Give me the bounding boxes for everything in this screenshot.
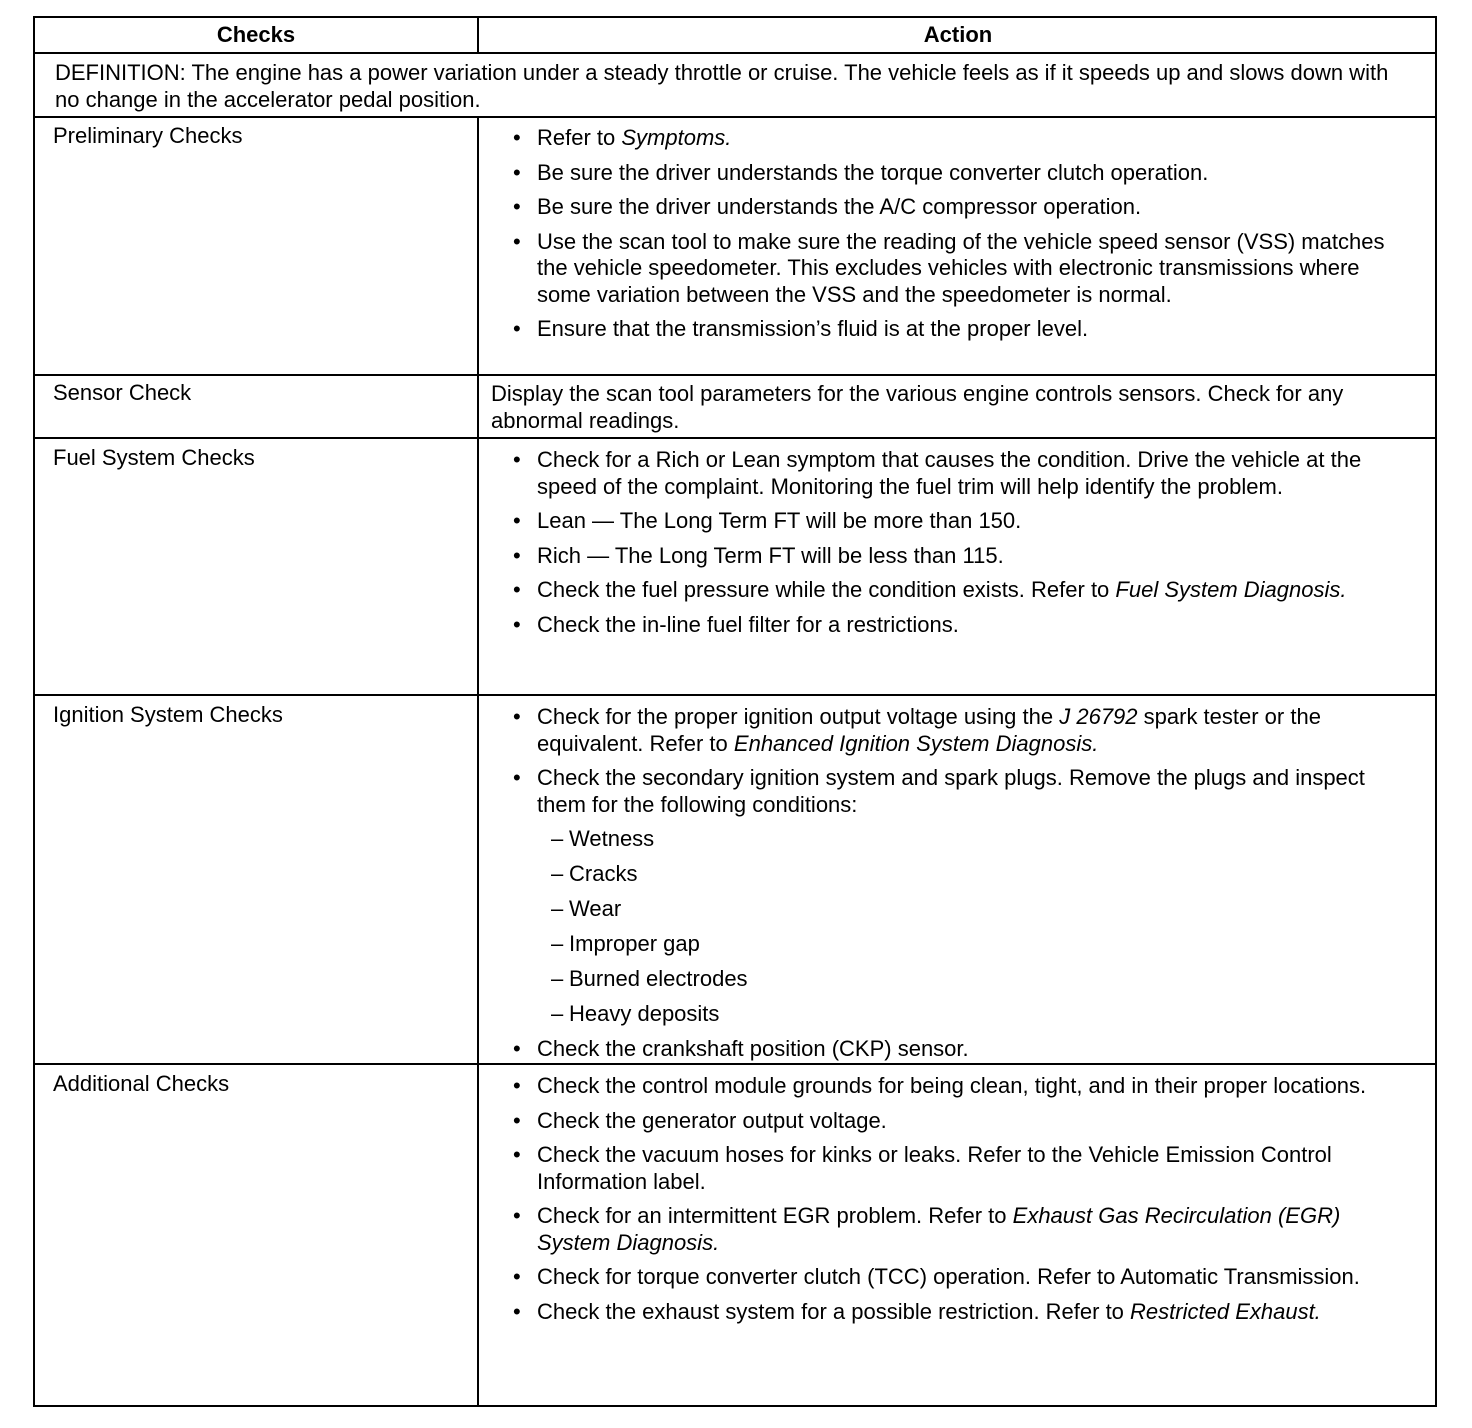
list-item: • Check the control module grounds for being clean, tight, and in their proper locations. (491, 1073, 1411, 1100)
condition-item: – Wear (491, 896, 1411, 923)
preliminary-checks-actions (491, 125, 1411, 351)
sensor-check-title: Sensor Check (53, 380, 192, 405)
list-item: • Check the in-line fuel filter for a restrictions. (491, 612, 1411, 639)
list-item: • Check the fuel pressure while the condition exists. Refer to Fuel System Diagnosis. (491, 577, 1411, 604)
header-checks: Checks (216, 22, 296, 47)
list-item: • Check the exhaust system for a possible restriction. Refer to Restricted Exhaust. (491, 1299, 1411, 1326)
condition-item: – Burned electrodes (491, 966, 1411, 993)
definition-text: DEFINITION: The engine has a power variation under a steady throttle or cruise. The vehicle feels as if it speeds up and slows down with no change in the accelerator pedal position. (55, 60, 1389, 112)
list-item: • Check the generator output voltage. (491, 1108, 1411, 1135)
condition-item: – Improper gap (491, 931, 1411, 958)
list-item: • Check the vacuum hoses for kinks or leaks. Refer to the Vehicle Emission Control Information label. (491, 1142, 1411, 1195)
preliminary-checks-title: Preliminary Checks (53, 123, 243, 148)
list-item: • Check for a Rich or Lean symptom that causes the condition. Drive the vehicle at the speed of the complaint. Monitoring the fuel trim will help identify the problem. (491, 447, 1411, 500)
row-divider (35, 694, 1435, 696)
list-item: • Refer to Symptoms. (491, 125, 1411, 152)
condition-item: – Cracks (491, 861, 1411, 888)
row-divider (35, 1063, 1435, 1065)
condition-item: – Heavy deposits (491, 1001, 1411, 1028)
fuel-system-checks-actions (491, 447, 1411, 646)
list-item: • Lean — The Long Term FT will be more than 150. (491, 508, 1411, 535)
list-item: • Ensure that the transmission’s fluid is at the proper level. (491, 316, 1411, 343)
additional-checks-title: Additional Checks (53, 1071, 230, 1096)
list-item: • Use the scan tool to make sure the reading of the vehicle speed sensor (VSS) matches the vehicle speedometer. This excludes vehicles with electronic transmissions where some variation between the VSS and the speedometer is normal. (491, 229, 1411, 309)
row-divider (35, 374, 1435, 376)
list-item: • Check for an intermittent EGR problem. Refer to Exhaust Gas Recirculation (EGR) System Diagnosis. (491, 1203, 1411, 1256)
condition-item: – Wetness (491, 826, 1411, 853)
list-item: • Check the secondary ignition system and spark plugs. Remove the plugs and inspect them for the following conditions: – Wetness – Cracks – Wear – Improper gap – Burned electrodes – Heavy deposits (491, 765, 1411, 1028)
ignition-system-checks-title: Ignition System Checks (53, 702, 283, 727)
list-item: • Be sure the driver understands the torque converter clutch operation. (491, 160, 1411, 187)
sensor-check-text: Display the scan tool parameters for the various engine controls sensors. Check for any abnormal readings. (491, 381, 1344, 433)
header-divider (477, 18, 479, 54)
row-divider (35, 437, 1435, 439)
header-action: Action (923, 22, 993, 47)
list-item: • Rich — The Long Term FT will be less than 115. (491, 543, 1411, 570)
list-item: • Check for the proper ignition output voltage using the J 26792 spark tester or the equivalent. Refer to Enhanced Ignition System Diagnosis. (491, 704, 1411, 757)
diagnostic-table (33, 16, 1437, 1407)
fuel-system-checks-title: Fuel System Checks (53, 445, 255, 470)
list-item: • Check the crankshaft position (CKP) sensor. (491, 1036, 1411, 1063)
list-item: • Check for torque converter clutch (TCC) operation. Refer to Automatic Transmission. (491, 1264, 1411, 1291)
additional-checks-actions (491, 1073, 1411, 1333)
row-divider (35, 52, 1435, 54)
list-item: • Be sure the driver understands the A/C compressor operation. (491, 194, 1411, 221)
column-divider (477, 116, 479, 1405)
ignition-system-checks-actions (491, 704, 1411, 1071)
row-divider (35, 116, 1435, 118)
